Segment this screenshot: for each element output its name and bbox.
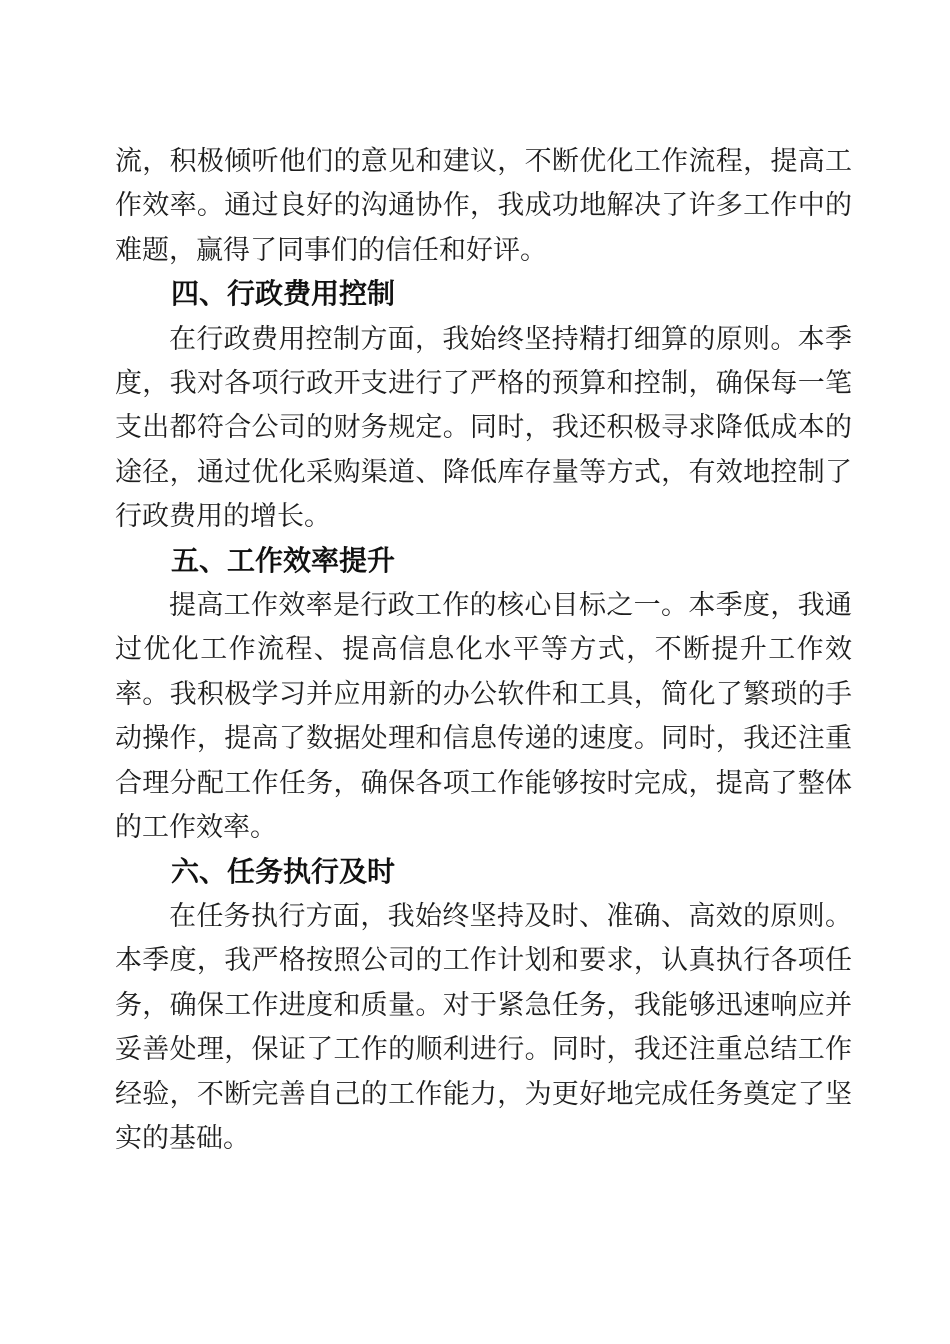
section-heading-admin-cost-control: 四、行政费用控制: [171, 277, 396, 311]
paragraph-communication-tail: 流，积极倾听他们的意见和建议，不断优化工作流程，提高工作效率。通过良好的沟通协作，我成功地解决了许多工作中的难题，赢得了同事们的信任和好评。: [115, 146, 852, 265]
document-body: [115, 139, 852, 1160]
paragraph-admin-cost-control: 在行政费用控制方面，我始终坚持精打细算的原则。本季度，我对各项行政开支进行了严格的预算和控制，确保每一笔支出都符合公司的财务规定。同时，我还积极寻求降低成本的途径，通过优化采购渠道、降低库存量等方式，有效地控制了行政费用的增长。: [115, 323, 852, 532]
paragraph-task-execution: 在任务执行方面，我始终坚持及时、准确、高效的原则。本季度，我严格按照公司的工作计划和要求，认真执行各项任务，确保工作进度和质量。对于紧急任务，我能够迅速响应并妥善处理，保证了工作的顺利进行。同时，我还注重总结工作经验，不断完善自己的工作能力，为更好地完成任务奠定了坚实的基础。: [115, 900, 852, 1153]
paragraph-work-efficiency: 提高工作效率是行政工作的核心目标之一。本季度，我通过优化工作流程、提高信息化水平等方式，不断提升工作效率。我积极学习并应用新的办公软件和工具，简化了繁琐的手动操作，提高了数据处理和信息传递的速度。同时，我还注重合理分配工作任务，确保各项工作能够按时完成，提高了整体的工作效率。: [115, 590, 852, 843]
section-heading-work-efficiency: 五、工作效率提升: [171, 543, 396, 577]
section-heading-task-execution: 六、任务执行及时: [171, 854, 396, 888]
